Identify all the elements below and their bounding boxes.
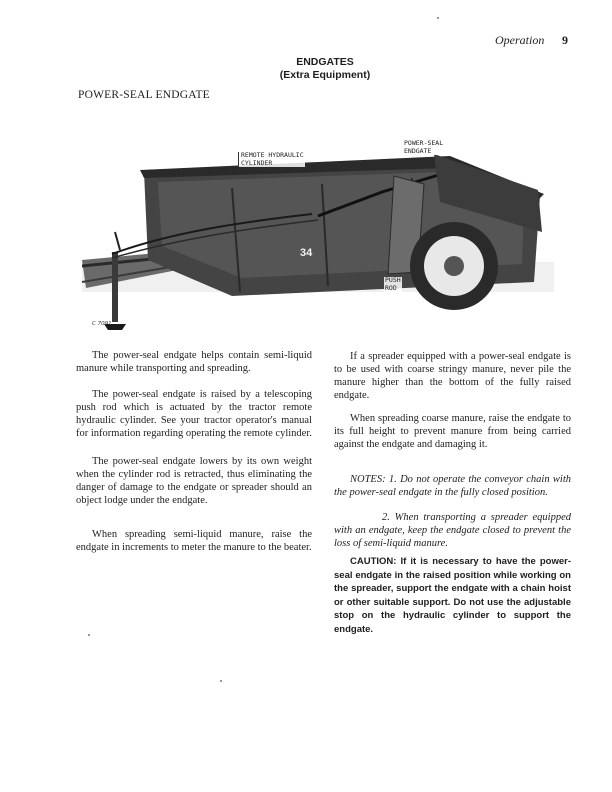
running-header-section: Operation xyxy=(495,33,545,47)
page-number: 9 xyxy=(562,33,568,47)
body-paragraph: When spreading semi-liquid manure, raise the endgate in increments to meter the manure to the beater. xyxy=(76,529,312,553)
figure-code: C 7091 xyxy=(92,321,112,327)
page-subtitle: (Extra Equipment) xyxy=(279,69,371,81)
callout-power-line2: ENDGATE xyxy=(404,146,432,155)
note-2: 2. When transporting a spreader equipped with an endgate, keep the endgate closed to prevent the loss of semi-liquid manure. xyxy=(334,512,571,549)
callout-power-line1: POWER-SEAL xyxy=(404,139,444,147)
body-paragraph: When spreading coarse manure, raise the endgate to its full height to prevent manure from being carried against the endgate and damaging it. xyxy=(334,413,571,450)
callout-remote-line2: CYLINDER xyxy=(241,158,273,167)
note-1: NOTES: 1. Do not operate the conveyor chain with the power-seal endgate in the fully closed position. xyxy=(334,474,571,498)
callout-push-rod xyxy=(384,277,402,292)
callout-push-line1: PUSH xyxy=(385,276,401,284)
body-paragraph: The power-seal endgate is raised by a telescoping push rod which is actuated by the tractor remote hydraulic cylinder. See your tractor operator's manual for information regarding operating the remote cylinder. xyxy=(76,389,312,439)
manure-spreader-photo xyxy=(82,132,554,342)
caution-block: CAUTION: If it is necessary to have the power-seal endgate in the raised position while working on the spreader, support the endgate with a chain hoist or other suitable support. Do not use the adjustable stop on the hydraulic cylinder to support the endgate. xyxy=(334,556,571,635)
scan-speck xyxy=(437,17,439,19)
callout-push-line2: ROD xyxy=(385,283,397,292)
callout-remote-line1: REMOTE HYDRAULIC xyxy=(241,151,304,159)
section-heading: POWER-SEAL ENDGATE xyxy=(78,89,210,101)
callout-power-seal-endgate xyxy=(403,140,444,155)
body-paragraph: The power-seal endgate helps contain semi-liquid manure while transporting and spreading. xyxy=(76,350,312,374)
scan-speck xyxy=(220,680,222,682)
body-paragraph: If a spreader equipped with a power-seal endgate is to be used with coarse stringy manure, never pile the manure higher than the bottom of the fully raised endgate. xyxy=(334,351,571,401)
callout-remote-cylinder xyxy=(238,152,305,167)
wheel-number-label: 34 xyxy=(300,247,313,259)
jack-stand xyxy=(112,252,118,322)
body-paragraph: The power-seal endgate lowers by its own weight when the cylinder rod is retracted, thus eliminating the danger of damage to the endgate or spreader should an object lodge under the endgate. xyxy=(76,456,312,506)
scan-speck xyxy=(88,634,90,636)
page-title: ENDGATES xyxy=(296,56,354,68)
